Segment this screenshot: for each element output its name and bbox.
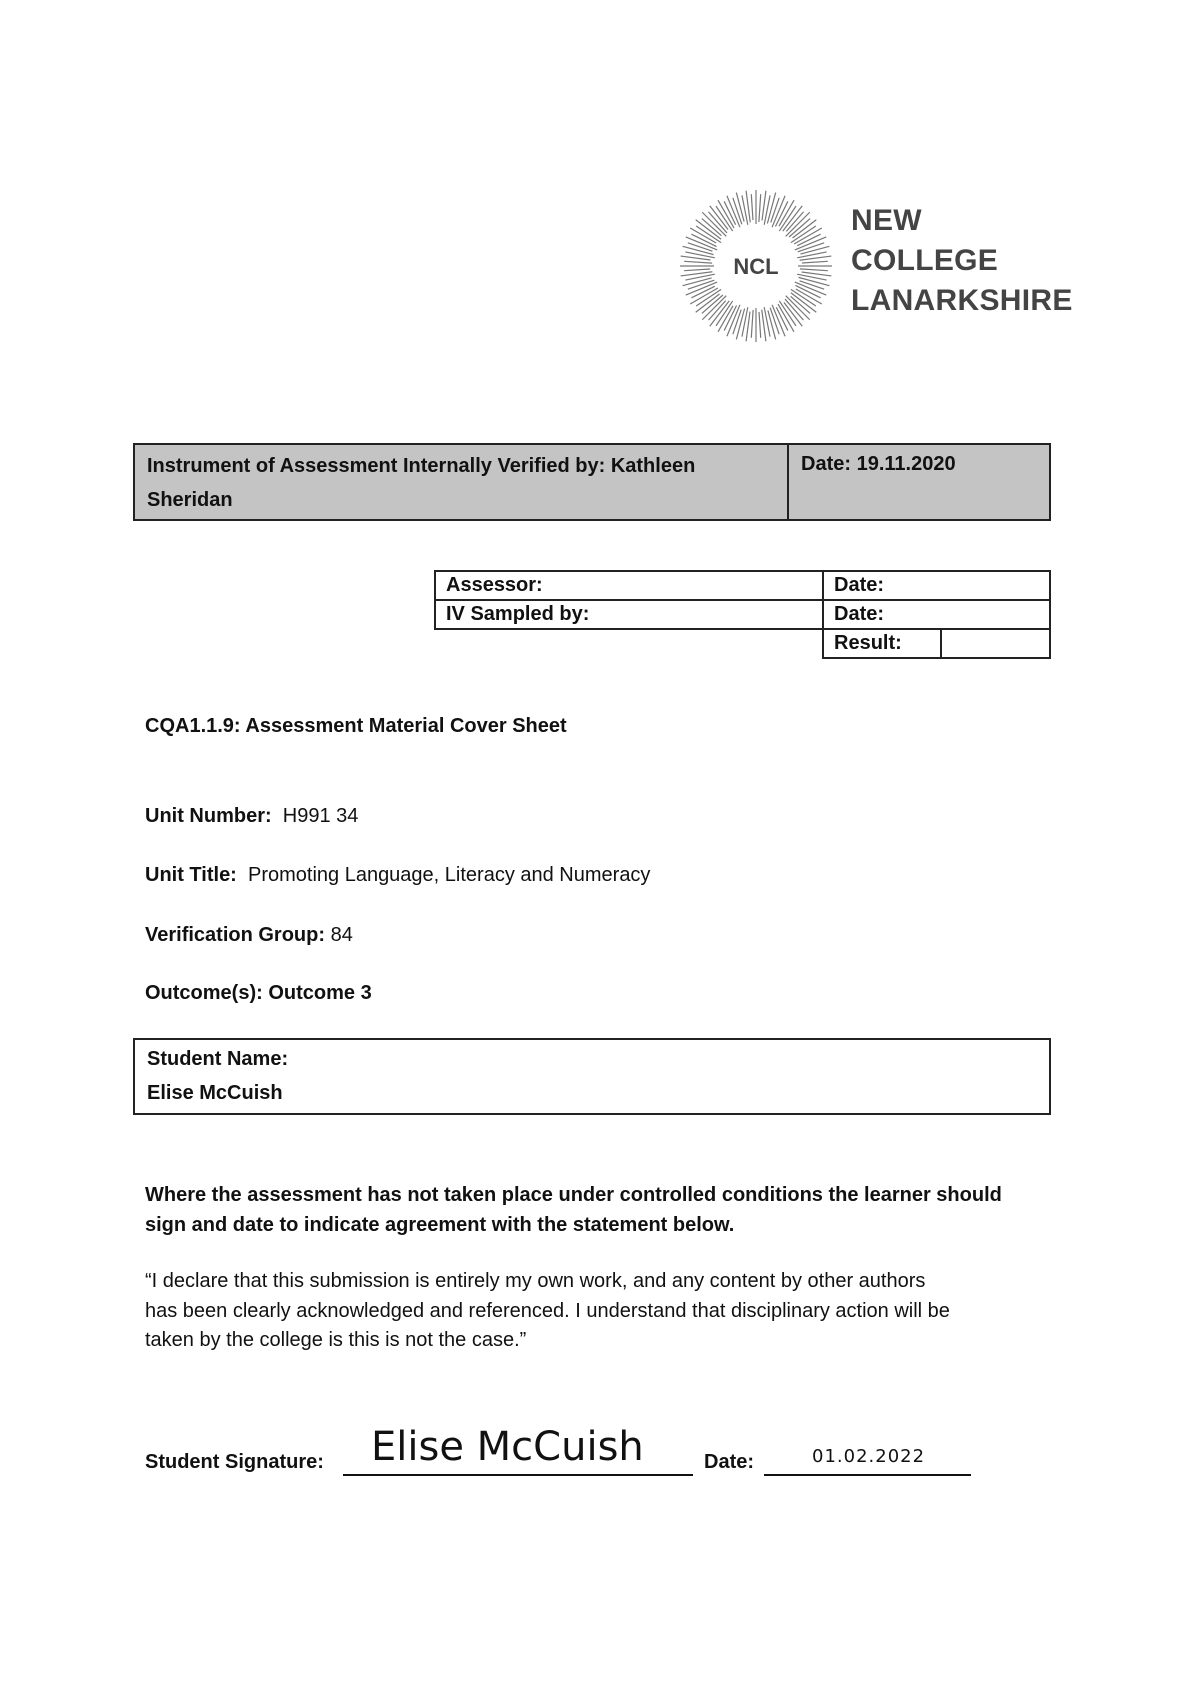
verification-group-field [145,924,353,947]
unit-title-field [145,864,650,887]
unit-title-value: Promoting Language, Literacy and Numeracy [247,864,651,886]
assessor-row [435,571,1050,600]
doc-title: CQA1.1.9: Assessment Material Cover Sheet [145,715,567,737]
result-row [435,629,1050,658]
iv-verified-cell [135,445,789,519]
empty-cell [435,629,823,658]
signature-field [343,1424,693,1476]
result-value [941,629,1050,658]
college-logo [676,186,1076,346]
instruction-line-1: Where the assessment has not taken place under controlled conditions the learner should [145,1184,1002,1206]
logo-line-college: COLLEGE [851,244,999,277]
logo-line-new: NEW [851,204,922,237]
signature-date-label: Date: [704,1451,755,1473]
unit-number-label: Unit Number: [145,805,272,827]
declaration-line-2: has been clearly acknowledged and referenced. I understand that disciplinary action will be [145,1299,950,1322]
instruction-line-2: sign and date to indicate agreement with the statement below. [145,1213,735,1236]
declaration-line-3: taken by the college is this is not the case.” [145,1329,527,1351]
iv-date-label: Date: [823,600,1050,629]
signature-label: Student Signature: [145,1451,324,1473]
iv-verified-line1: Instrument of Assessment Internally Verified by: Kathleen [147,455,696,477]
outcomes-field [145,982,372,1005]
logo-line-lanarkshire: LANARKSHIRE [851,284,1073,317]
assessor-label: Assessor: [435,571,823,600]
logo-badge: NCL [733,254,779,279]
declaration-text [145,1267,1065,1356]
iv-verified-line2: Sheridan [147,489,233,511]
student-name-value: Elise McCuish [147,1082,283,1104]
outcomes-label: Outcome(s): [145,982,263,1004]
result-label: Result: [823,629,941,658]
iv-table [133,443,1051,521]
verification-group-label: Verification Group: [145,924,326,946]
student-name-box [133,1038,1051,1115]
ncl-sunburst-icon [676,186,836,346]
instruction-text [145,1181,1065,1240]
iv-date-cell: Date: 19.11.2020 [801,453,956,475]
iv-sampled-label: IV Sampled by: [435,600,823,629]
verification-group-value: 84 [330,924,353,946]
declaration-line-1: “I declare that this submission is entirely my own work, and any content by other authors [145,1270,926,1292]
outcomes-value: Outcome 3 [268,982,372,1004]
student-name-label: Student Name: [147,1048,289,1070]
signature-value: Elise McCuish [371,1424,644,1470]
unit-number-field [145,805,358,828]
assessor-table [434,570,1051,659]
iv-sampled-row [435,600,1050,629]
unit-title-label: Unit Title: [145,864,237,886]
signature-date-value: 01.02.2022 [812,1446,926,1467]
unit-number-value: H991 34 [282,805,359,827]
signature-date-field [764,1440,971,1476]
assessor-date-label: Date: [823,571,1050,600]
